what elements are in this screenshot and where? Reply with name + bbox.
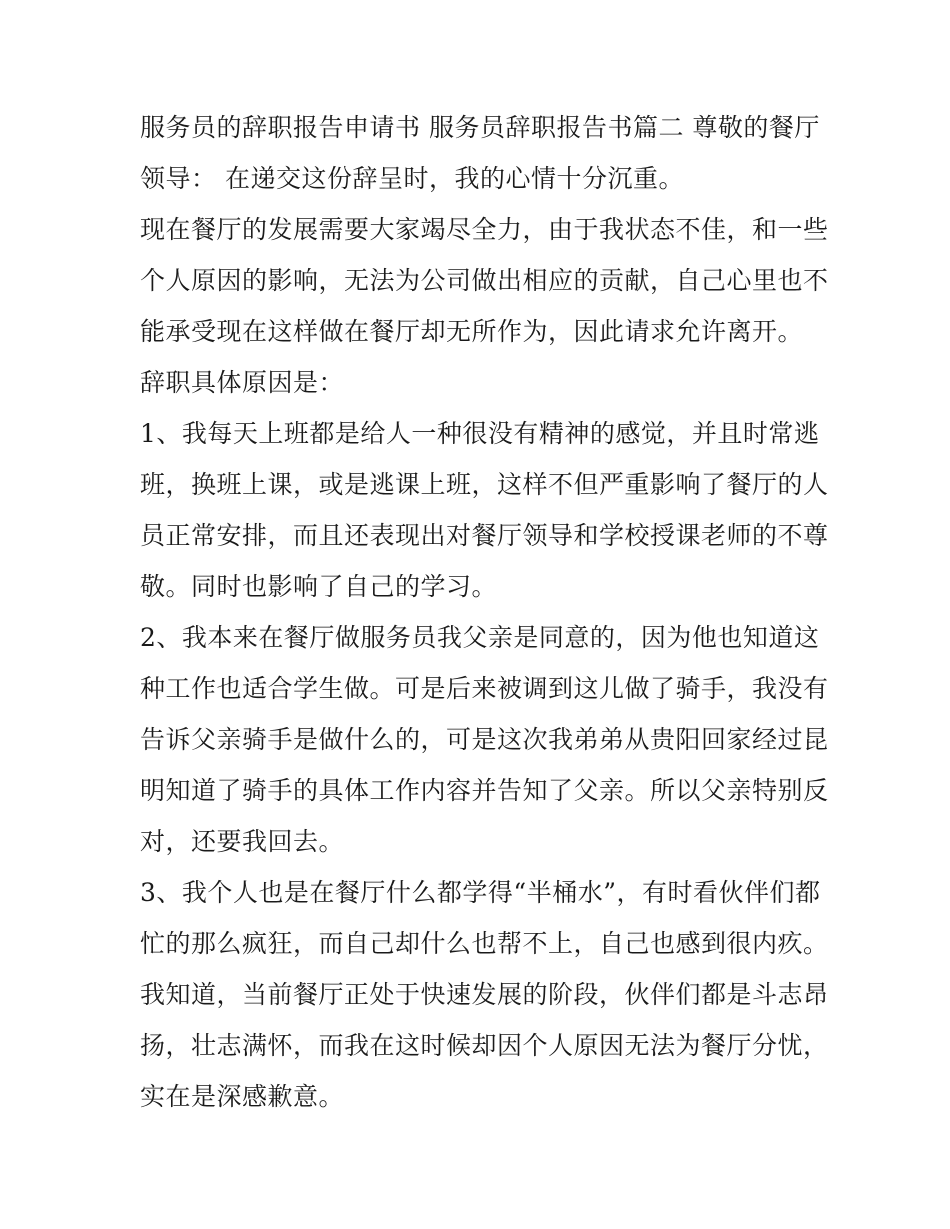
text-line: 3、我个人也是在餐厅什么都学得“半桶水”，有时看伙伴们都 xyxy=(140,878,821,907)
text-line: 实在是深感歉意。 xyxy=(140,1082,345,1111)
text-line: 辞职具体原因是： xyxy=(140,368,345,397)
text-line: 员正常安排，而且还表现出对餐厅领导和学校授课老师的不尊 xyxy=(140,521,829,550)
text-line: 个人原因的影响，无法为公司做出相应的贡献，自己心里也不 xyxy=(140,266,829,295)
text-line: 扬，壮志满怀，而我在这时候却因个人原因无法为餐厅分忧， xyxy=(140,1031,829,1060)
text-line: 能承受现在这样做在餐厅却无所作为，因此请求允许离开。 xyxy=(140,317,804,346)
text-line: 2、我本来在餐厅做服务员我父亲是同意的，因为他也知道这 xyxy=(140,623,820,652)
text-line: 种工作也适合学生做。可是后来被调到这儿做了骑手，我没有 xyxy=(140,674,829,703)
text-line: 明知道了骑手的具体工作内容并告知了父亲。所以父亲特别反 xyxy=(140,776,829,805)
text-line: 现在餐厅的发展需要大家竭尽全力，由于我状态不佳，和一些 xyxy=(140,215,829,244)
text-line: 告诉父亲骑手是做什么的，可是这次我弟弟从贵阳回家经过昆 xyxy=(140,725,829,754)
text-line: 忙的那么疯狂，而自己却什么也帮不上，自己也感到很内疚。 xyxy=(140,929,829,958)
text-line: 领导： 在递交这份辞呈时，我的心情十分沉重。 xyxy=(140,164,684,193)
text-line: 我知道，当前餐厅正处于快速发展的阶段，伙伴们都是斗志昂 xyxy=(140,980,829,1009)
text-line: 对，还要我回去。 xyxy=(140,827,345,856)
text-line: 班，换班上课，或是逃课上班，这样不但严重影响了餐厅的人 xyxy=(140,470,829,499)
text-line: 敬。同时也影响了自己的学习。 xyxy=(140,572,498,601)
text-line: 服务员的辞职报告申请书 服务员辞职报告书篇二 尊敬的餐厅 xyxy=(140,113,820,142)
text-line: 1、我每天上班都是给人一种很没有精神的感觉，并且时常逃 xyxy=(140,419,820,448)
